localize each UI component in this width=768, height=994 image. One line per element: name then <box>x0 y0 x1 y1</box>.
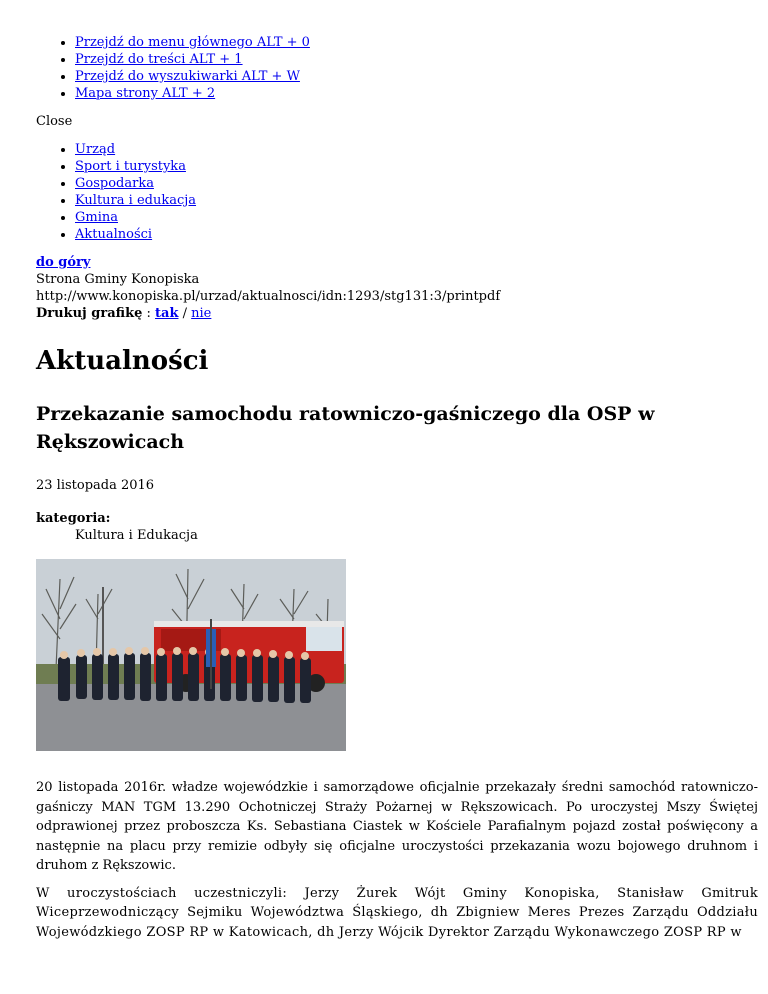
nav-item <box>75 175 758 192</box>
nav-item-sport[interactable]: Sport i turystyka <box>75 159 186 174</box>
print-graphics-label: Drukuj grafikę <box>36 306 143 321</box>
article-category <box>36 510 758 544</box>
nav-item <box>75 158 758 175</box>
skip-to-search-link[interactable]: Przejdź do wyszukiwarki ALT + W <box>75 69 300 84</box>
sitemap-link[interactable]: Mapa strony ALT + 2 <box>75 86 216 101</box>
skip-link-item <box>75 51 758 68</box>
skip-link-item <box>75 34 758 51</box>
skip-link-item <box>75 68 758 85</box>
print-url: http://www.konopiska.pl/urzad/aktualnosci/idn:1293/stg131:3/printpdf <box>36 289 501 304</box>
print-graphics-option <box>36 305 758 322</box>
nav-item <box>75 141 758 158</box>
back-to-top <box>36 254 758 271</box>
article-body <box>36 778 758 942</box>
nav-item <box>75 226 758 243</box>
section-title: Aktualności <box>36 346 209 376</box>
category-label: kategoria: <box>36 511 111 526</box>
article-paragraph-1: 20 listopada 2016r. władze wojewódzkie i samorządowe oficjalnie przekazały średni samochód ratowniczo-gaśniczy MAN TGM 13.290 Ochotniczej Straży Pożarnej w Rększowicach. Po uroczystej Mszy Świętej odprawionej przez proboszcza Ks. Sebastiana Ciastek w Kościele Parafialnym pojazd został poświęcony a następnie na placu przy remizie odbyły się oficjalne uroczystości przekazania wozu bojowego druhnom i druhom z Rększowic. <box>36 780 758 873</box>
nav-item-urzad[interactable]: Urząd <box>75 142 116 157</box>
print-yes-link[interactable]: tak <box>155 306 179 321</box>
nav-item <box>75 192 758 209</box>
article-photo <box>36 559 346 751</box>
category-value: Kultura i Edukacja <box>75 528 198 543</box>
print-slash: / <box>182 306 187 321</box>
article-date: 23 listopada 2016 <box>36 478 155 493</box>
skip-to-content-link[interactable]: Przejdź do treści ALT + 1 <box>75 52 243 67</box>
article-title: Przekazanie samochodu ratowniczo-gaśniczego dla OSP w Rększowicach <box>36 403 655 453</box>
skip-to-menu-link[interactable]: Przejdź do menu głównego ALT + 0 <box>75 35 310 50</box>
site-name: Strona Gminy Konopiska <box>36 272 200 287</box>
nav-item <box>75 209 758 226</box>
print-separator: : <box>146 306 151 321</box>
close-label[interactable]: Close <box>36 114 73 129</box>
nav-item-kultura[interactable]: Kultura i edukacja <box>75 193 197 208</box>
fire-truck-photo-illustration <box>36 559 346 751</box>
back-to-top-link[interactable]: do góry <box>36 255 91 270</box>
nav-item-gospodarka[interactable]: Gospodarka <box>75 176 154 191</box>
print-no-link[interactable]: nie <box>191 306 212 321</box>
main-nav <box>36 141 758 243</box>
skip-links <box>36 0 758 102</box>
article-paragraph-2: W uroczystościach uczestniczyli: Jerzy Żurek Wójt Gminy Konopiska, Stanisław Gmitruk Wiceprzewodniczący Sejmiku Województwa Śląskiego, dh Zbigniew Meres Prezes Zarządu Oddziału Wojewódzkiego ZOSP RP w Katowicach, dh Jerzy Wójcik Dyrektor Zarządu Wykonawczego ZOSP RP w <box>36 885 758 940</box>
skip-link-item <box>75 85 758 102</box>
nav-item-gmina[interactable]: Gmina <box>75 210 118 225</box>
nav-item-aktualnosci[interactable]: Aktualności <box>75 227 153 242</box>
page-content <box>36 0 758 950</box>
